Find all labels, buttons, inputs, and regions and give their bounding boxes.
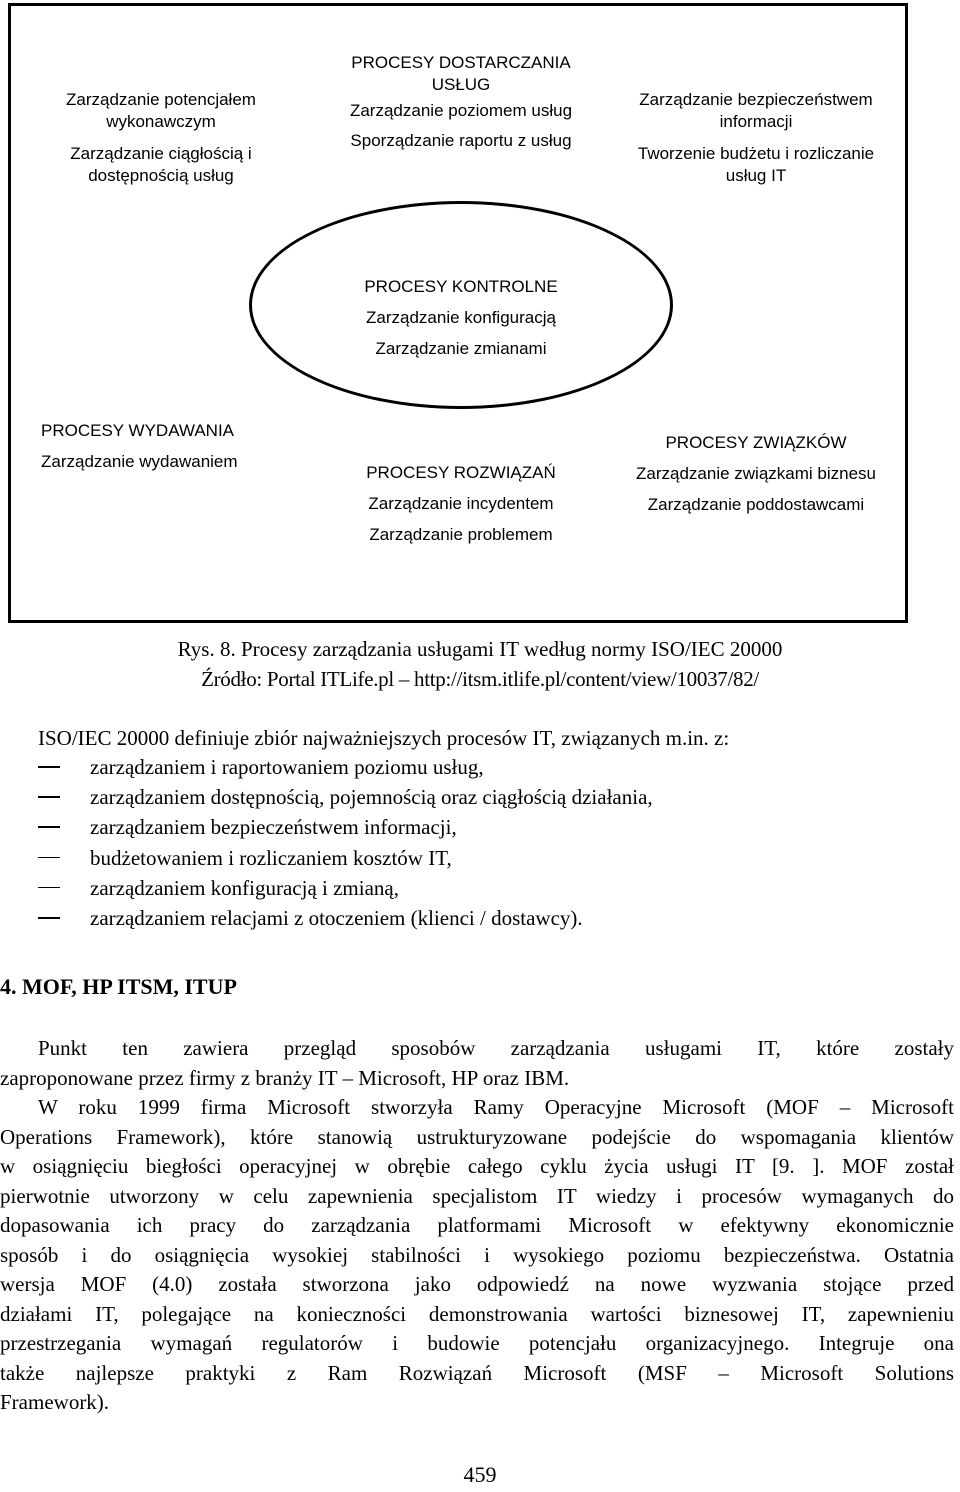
list-item: [38, 752, 653, 782]
dash-bullet-icon: [38, 917, 60, 919]
paragraph-line: Punkt ten zawiera przegląd sposobów zarządzania usługami IT, które zostały: [38, 1036, 954, 1060]
list-item-text: zarządzaniem relacjami z otoczeniem (klienci / dostawcy).: [90, 906, 583, 931]
figure-source: Źródło: Portal ITLife.pl – http://itsm.itlife.pl/content/view/10037/82/: [201, 667, 759, 691]
paragraph-line: sposób i do osiągnięcia wysokiej stabilności i wysokiego poziomu bezpieczeństwa. Ostatnia: [0, 1242, 954, 1267]
diagram-heading: USŁUG: [431, 75, 491, 94]
figure-caption: Rys. 8. Procesy zarządzania usługami IT według normy ISO/IEC 20000: [177, 637, 783, 661]
list-item-text: zarządzaniem dostępnością, pojemnością oraz ciągłością działania,: [90, 785, 653, 810]
itsm-process-diagram: [8, 3, 908, 623]
paragraph-mof: [0, 1093, 954, 1418]
box-capacity-continuity: [41, 89, 281, 187]
box-resolution-processes: [311, 462, 611, 546]
box-release-processes: [41, 420, 291, 473]
diagram-text: Zarządzanie poziomem usług: [349, 101, 573, 120]
diagram-text: Zarządzanie poddostawcami: [647, 495, 865, 514]
dash-bullet-icon: [38, 887, 60, 889]
diagram-text: Zarządzanie ciągłością i: [70, 144, 252, 163]
dash-bullet-icon: [38, 796, 60, 798]
paragraph-line: Operations Framework), które stanowią ustrukturyzowane podejście do wspomagania klientów: [0, 1124, 954, 1149]
paragraph-intro: [0, 1034, 954, 1093]
paragraph-line: działami IT, polegające na konieczności demonstrowania wartości biznesowej IT, zapewnieniu: [0, 1301, 954, 1326]
diagram-heading: PROCESY ROZWIĄZAŃ: [366, 463, 556, 482]
diagram-text: Zarządzanie wydawaniem: [41, 452, 238, 471]
paragraph-line: przestrzegania wymagań regulatorów i budowie potencjału organizacyjnego. Integruje ona: [0, 1331, 954, 1355]
diagram-text: Zarządzanie konfiguracją: [366, 308, 556, 327]
diagram-heading: PROCESY WYDAWANIA: [41, 421, 235, 440]
dash-bullet-icon: [38, 826, 60, 828]
list-item: [38, 903, 653, 933]
list-item: [38, 812, 653, 842]
diagram-text: Zarządzanie bezpieczeństwem: [639, 90, 873, 109]
list-item-text: budżetowaniem i rozliczaniem kosztów IT,: [90, 845, 452, 870]
process-list: [38, 752, 653, 933]
section-heading: 4. MOF, HP ITSM, ITUP: [0, 974, 237, 999]
diagram-text: Zarządzanie incydentem: [368, 494, 554, 513]
diagram-heading: PROCESY KONTROLNE: [364, 277, 558, 296]
dash-bullet-icon: [38, 857, 60, 859]
paragraph-line: zaproponowane przez firmy z branży IT – Microsoft, HP oraz IBM.: [0, 1065, 570, 1090]
paragraph-line: wersja MOF (4.0) została stworzona jako odpowiedź na nowe wyzwania stojące przed: [0, 1272, 954, 1296]
list-item: [38, 843, 653, 873]
paragraph-line: W roku 1999 firma Microsoft stworzyła Ramy Operacyjne Microsoft (MOF – Microsoft: [38, 1095, 954, 1119]
diagram-text: Zarządzanie związkami biznesu: [636, 464, 876, 483]
paragraph-line: Framework).: [0, 1390, 110, 1414]
list-item: [38, 782, 653, 812]
list-item-text: zarządzaniem konfiguracją i zmianą,: [90, 875, 399, 900]
box-control-processes: [311, 276, 611, 360]
box-relationship-processes: [611, 432, 901, 516]
paragraph-line: pierwotnie utworzony w celu zapewnienia specjalistom IT wiedzy i procesów wymaganych do: [0, 1183, 954, 1208]
diagram-text: wykonawczym: [106, 112, 216, 131]
diagram-text: informacji: [719, 112, 793, 131]
list-item-text: zarządzaniem bezpieczeństwem informacji,: [90, 815, 457, 840]
dash-bullet-icon: [38, 766, 60, 768]
paragraph-line: w osiągnięciu biegłości operacyjnej w obrębie całego cyklu życia usługi IT [9. ]. MOF został: [0, 1154, 954, 1178]
intro-text: ISO/IEC 20000 definiuje zbiór najważniejszych procesów IT, związanych m.in. z:: [38, 726, 730, 750]
diagram-heading: PROCESY DOSTARCZANIA: [351, 53, 571, 72]
page-number: 459: [463, 1462, 497, 1487]
diagram-text: Zarządzanie zmianami: [375, 339, 547, 358]
diagram-text: Zarządzanie potencjałem: [66, 90, 256, 109]
paragraph-line: dopasowania ich pracy do zarządzania platformami Microsoft w efektywny ekonomicznie: [0, 1213, 954, 1237]
box-service-delivery: [311, 52, 611, 152]
list-item: [38, 873, 653, 903]
paragraph-line: także najlepsze praktyki z Ram Rozwiązań Microsoft (MSF – Microsoft Solutions: [0, 1360, 954, 1385]
diagram-text: dostępnością usług: [88, 166, 234, 185]
list-item-text: zarządzaniem i raportowaniem poziomu usług,: [90, 755, 484, 779]
diagram-text: Tworzenie budżetu i rozliczanie: [637, 144, 875, 163]
diagram-text: Sporządzanie raportu z usług: [350, 131, 572, 150]
box-security-budget: [611, 89, 901, 187]
diagram-heading: PROCESY ZWIĄZKÓW: [665, 433, 847, 452]
diagram-text: Zarządzanie problemem: [369, 525, 553, 544]
diagram-text: usług IT: [725, 166, 787, 185]
